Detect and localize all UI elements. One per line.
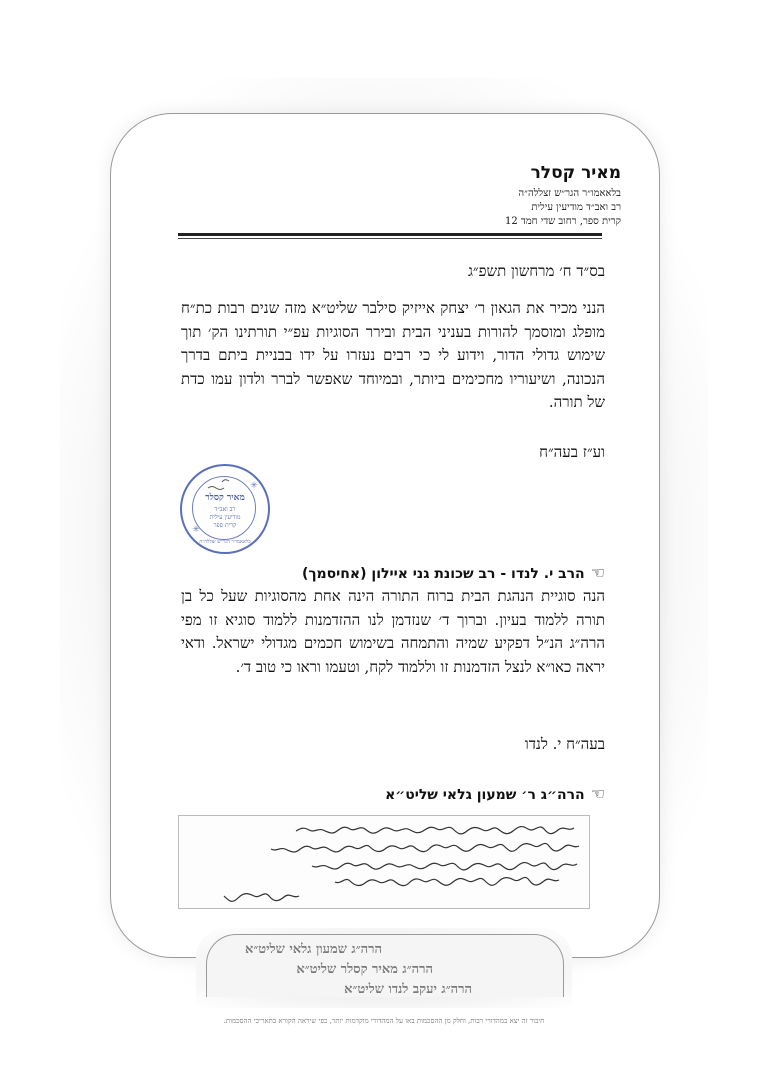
letter-signoff: וע״ז בעה״ח — [539, 443, 605, 461]
svg-text:✳: ✳ — [192, 525, 200, 535]
landau-body: הנה סוגיית הנהגת הבית ברוח התורה הינה אחת מהסוגיות שעל כל בן תורה ללמוד בעיון. וברוך ד׳ שנזדמן לנו ההזדמנות ללמוד סוגיא זו מפי הרה״ג הנ״ל דפקיע שמיה והתמחה בשימוש חכמים מגדולי ישראל. ודאי יראה כאו״א לנצל הזדמנות זו וללמוד לקח, וטעמו וראו כי טוב ד׳. — [181, 587, 605, 676]
pointing-hand-icon: ☜ — [590, 563, 605, 582]
pointing-hand-icon: ☜ — [590, 784, 605, 803]
letterhead-line-1: בלאאמו״ר הגר״ש זצללה״ה — [518, 188, 621, 199]
letterhead-rule — [178, 233, 602, 236]
section-heading-landau — [181, 563, 605, 582]
handwriting-scribble — [179, 816, 589, 908]
svg-text:בלאאמו״ר הגר״ש זצללה״ה: בלאאמו״ר הגר״ש זצללה״ה — [199, 539, 251, 545]
tab-name-galai: הרה״ג שמעון גלאי שליט״א — [244, 942, 382, 957]
tab-name-kessler: הרה״ג מאיר קסלר שליט״א — [296, 962, 433, 977]
svg-text:קרית ספר: קרית ספר — [213, 522, 237, 529]
letterhead-line-3: קרית ספר, רחוב שדי חמד 12 — [504, 216, 621, 227]
section-heading-landau-text: הרב י. לנדו - רב שכונת גני איילון (אחיסמך) — [302, 566, 585, 582]
stamp-seal-graphic — [182, 466, 268, 552]
letter-date: בס״ד ח׳ מרחשון תשפ״ג — [467, 262, 605, 280]
rabbinic-stamp — [180, 464, 270, 554]
landau-signoff: בעה״ח י. לנדו — [524, 735, 605, 753]
letterhead-rule-thin — [178, 238, 602, 239]
svg-text:מאיר קסלר: מאיר קסלר — [205, 493, 245, 503]
section-heading-galai — [181, 784, 605, 803]
section-heading-galai-text: הרה״ג ר׳ שמעון גלאי שליט״א — [385, 787, 585, 803]
tab-name-landau: הרה״ג יעקב לנדו שליט״א — [344, 982, 472, 997]
letterhead — [321, 163, 621, 229]
svg-text:✳: ✳ — [250, 481, 258, 491]
svg-text:מודיעין עילית: מודיעין עילית — [209, 514, 241, 521]
letterhead-name: מאיר קסלר — [530, 163, 621, 183]
handwritten-approbation — [178, 815, 590, 909]
letterhead-line-2: רב ואב״ד מודיעין עילית — [531, 202, 621, 213]
footer-note: חיבור זה יצא במהדורי רבות, וחלק מן ההסכמות באו על המהדורי מוקדמות יותר, כפי שיראה הקורא בתאריכי ההסכמות. — [223, 1017, 545, 1025]
svg-text:רב ואב״ד: רב ואב״ד — [214, 506, 236, 513]
letter-body: הנני מכיר את הגאון ר׳ יצחק אייזיק סילבר שליט״א מזה שנים רבות כת״ח מופלג ומוסמך להורות בעניני הבית ובירר הסוגיות עפ״י תורתינו הק׳ תוך שימוש גדולי הדור, וידוע לי כי רבים נעזרו על ידו בבניית ביתם בדרך הנכונה, ושיעוריו מחכימים ביותר, ובמיוחד שאפשר לברר ולדון עמו כדת של תורה. — [181, 299, 605, 411]
